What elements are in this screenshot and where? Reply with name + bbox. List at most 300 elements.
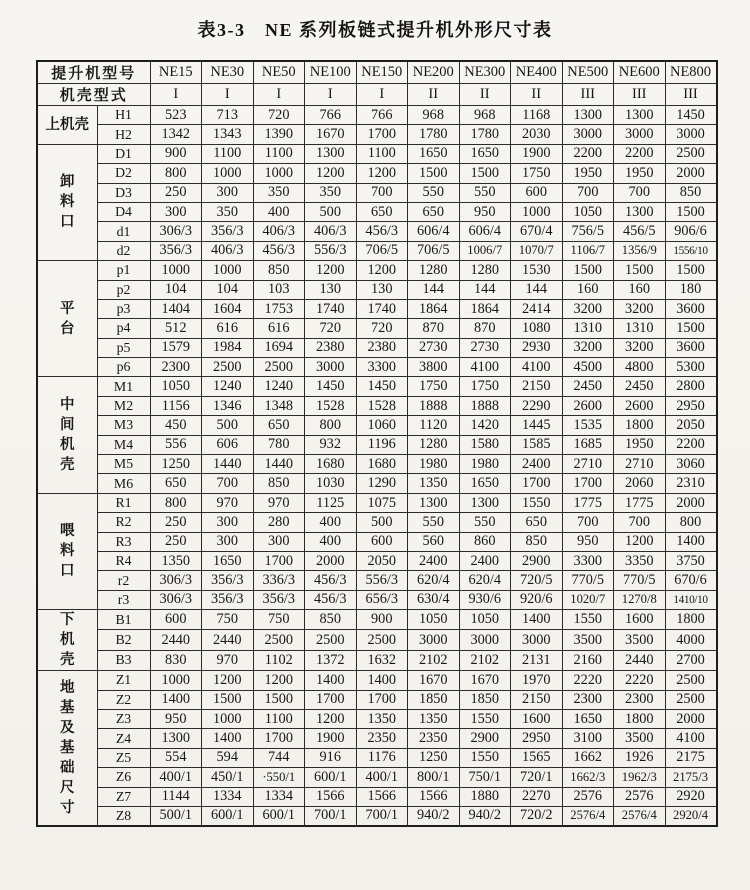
- value-cell: 400: [305, 532, 357, 551]
- value-cell: 1240: [253, 377, 305, 396]
- value-cell: 1400: [356, 671, 408, 690]
- value-cell: 713: [202, 106, 254, 125]
- value-cell: 350: [202, 202, 254, 221]
- value-cell: 2950: [665, 396, 717, 415]
- value-cell: 1600: [614, 610, 666, 630]
- value-cell: 3000: [459, 630, 511, 650]
- dimension-row: [37, 416, 717, 435]
- value-cell: 2000: [665, 709, 717, 728]
- value-cell: 1850: [459, 690, 511, 709]
- value-cell: 1050: [150, 377, 202, 396]
- value-cell: 1280: [408, 261, 460, 280]
- value-cell: 130: [305, 280, 357, 299]
- value-cell: 1700: [305, 690, 357, 709]
- casing-type-cell: I: [356, 84, 408, 106]
- value-cell: 4100: [511, 358, 563, 377]
- value-cell: 3600: [665, 299, 717, 318]
- dimension-row: [37, 630, 717, 650]
- dimension-label: r3: [97, 590, 150, 609]
- dimension-label: M2: [97, 396, 150, 415]
- value-cell: 350: [305, 183, 357, 202]
- casing-type-cell: II: [459, 84, 511, 106]
- value-cell: 2500: [356, 630, 408, 650]
- group-label: 上机壳: [37, 106, 97, 145]
- value-cell: 1310: [614, 319, 666, 338]
- value-cell: 616: [253, 319, 305, 338]
- value-cell: 1168: [511, 106, 563, 125]
- value-cell: 406/3: [305, 222, 357, 241]
- value-cell: 2400: [408, 551, 460, 570]
- value-cell: 2500: [202, 358, 254, 377]
- value-cell: 720/1: [511, 768, 563, 787]
- dimension-row: [37, 396, 717, 415]
- dimension-row: [37, 768, 717, 787]
- model-header-label: 提升机型号: [37, 61, 150, 84]
- value-cell: 556: [150, 435, 202, 454]
- value-cell: 5300: [665, 358, 717, 377]
- value-cell: 920/6: [511, 590, 563, 609]
- value-cell: 1775: [614, 493, 666, 512]
- casing-type-cell: III: [562, 84, 614, 106]
- value-cell: 500/1: [150, 806, 202, 825]
- value-cell: 3000: [305, 358, 357, 377]
- value-cell: 800: [665, 513, 717, 532]
- value-cell: 2920: [665, 787, 717, 806]
- value-cell: 512: [150, 319, 202, 338]
- value-cell: 3200: [614, 338, 666, 357]
- dimension-label: B1: [97, 610, 150, 630]
- value-cell: 2220: [614, 671, 666, 690]
- dimension-row: [37, 435, 717, 454]
- casing-header-label: 机壳型式: [37, 84, 150, 106]
- value-cell: 1864: [459, 299, 511, 318]
- value-cell: 620/4: [408, 571, 460, 590]
- value-cell: 406/3: [202, 241, 254, 260]
- value-cell: 1700: [562, 474, 614, 493]
- value-cell: 850: [665, 183, 717, 202]
- value-cell: 1300: [305, 144, 357, 163]
- value-cell: 450: [150, 416, 202, 435]
- model-header-cell: NE300: [459, 61, 511, 84]
- dimension-row: [37, 144, 717, 163]
- value-cell: 950: [150, 709, 202, 728]
- value-cell: 594: [202, 748, 254, 767]
- value-cell: 1700: [253, 729, 305, 748]
- value-cell: 1240: [202, 377, 254, 396]
- value-cell: 2000: [665, 493, 717, 512]
- dimension-label: B2: [97, 630, 150, 650]
- value-cell: 700/1: [305, 806, 357, 825]
- value-cell: 766: [305, 106, 357, 125]
- value-cell: 1300: [408, 493, 460, 512]
- value-cell: 250: [150, 532, 202, 551]
- value-cell: 906/6: [665, 222, 717, 241]
- value-cell: 1342: [150, 125, 202, 144]
- value-cell: 3100: [562, 729, 614, 748]
- value-cell: 144: [408, 280, 460, 299]
- value-cell: 650: [356, 202, 408, 221]
- value-cell: 2710: [562, 455, 614, 474]
- value-cell: 750: [253, 610, 305, 630]
- value-cell: 2102: [408, 650, 460, 670]
- value-cell: 950: [459, 202, 511, 221]
- value-cell: 2500: [665, 144, 717, 163]
- value-cell: 1100: [356, 144, 408, 163]
- value-cell: 1200: [305, 261, 357, 280]
- value-cell: 606/4: [459, 222, 511, 241]
- casing-type-cell: II: [408, 84, 460, 106]
- dimension-row: [37, 590, 717, 609]
- dimension-row: [37, 787, 717, 806]
- value-cell: 2576: [562, 787, 614, 806]
- value-cell: 1780: [408, 125, 460, 144]
- value-cell: 670/6: [665, 571, 717, 590]
- value-cell: 850: [305, 610, 357, 630]
- value-cell: 1800: [614, 709, 666, 728]
- value-cell: 3000: [665, 125, 717, 144]
- value-cell: 3800: [408, 358, 460, 377]
- value-cell: 1900: [305, 729, 357, 748]
- value-cell: 1440: [202, 455, 254, 474]
- value-cell: 450/1: [202, 768, 254, 787]
- value-cell: 550: [408, 513, 460, 532]
- value-cell: 1404: [150, 299, 202, 318]
- value-cell: 2900: [511, 551, 563, 570]
- value-cell: 1000: [511, 202, 563, 221]
- value-cell: 1334: [202, 787, 254, 806]
- value-cell: 600: [356, 532, 408, 551]
- value-cell: 2200: [562, 144, 614, 163]
- value-cell: 1528: [356, 396, 408, 415]
- dimension-label: D4: [97, 202, 150, 221]
- group-label: 中 间 机 壳: [37, 377, 97, 493]
- value-cell: 4100: [459, 358, 511, 377]
- value-cell: 2200: [665, 435, 717, 454]
- value-cell: 1650: [562, 709, 614, 728]
- value-cell: 1102: [253, 650, 305, 670]
- value-cell: 1670: [408, 671, 460, 690]
- value-cell: 850: [253, 474, 305, 493]
- value-cell: 606/4: [408, 222, 460, 241]
- value-cell: 1650: [459, 144, 511, 163]
- value-cell: 3500: [614, 630, 666, 650]
- value-cell: 500: [202, 416, 254, 435]
- value-cell: 406/3: [253, 222, 305, 241]
- value-cell: 306/3: [150, 222, 202, 241]
- value-cell: 2050: [356, 551, 408, 570]
- dimension-label: p1: [97, 261, 150, 280]
- dimension-row: [37, 106, 717, 125]
- value-cell: 1750: [408, 377, 460, 396]
- value-cell: 800/1: [408, 768, 460, 787]
- value-cell: 2576/4: [562, 806, 614, 825]
- value-cell: 1662/3: [562, 768, 614, 787]
- value-cell: 2500: [253, 630, 305, 650]
- value-cell: 1100: [253, 709, 305, 728]
- value-cell: 2380: [305, 338, 357, 357]
- value-cell: 2000: [305, 551, 357, 570]
- value-cell: 2175/3: [665, 768, 717, 787]
- value-cell: 400: [305, 513, 357, 532]
- group-label: 平 台: [37, 261, 97, 377]
- dimension-label: p5: [97, 338, 150, 357]
- value-cell: 2380: [356, 338, 408, 357]
- casing-type-cell: III: [665, 84, 717, 106]
- value-cell: 650: [253, 416, 305, 435]
- value-cell: 456/5: [614, 222, 666, 241]
- group-label: 卸 料 口: [37, 144, 97, 260]
- value-cell: 1550: [459, 709, 511, 728]
- value-cell: 1348: [253, 396, 305, 415]
- model-header-cell: NE400: [511, 61, 563, 84]
- value-cell: 500: [305, 202, 357, 221]
- value-cell: 3750: [665, 551, 717, 570]
- dimension-row: [37, 338, 717, 357]
- value-cell: 1900: [511, 144, 563, 163]
- value-cell: 2730: [459, 338, 511, 357]
- value-cell: 1970: [511, 671, 563, 690]
- value-cell: 2500: [665, 690, 717, 709]
- value-cell: 606: [202, 435, 254, 454]
- value-cell: 2000: [665, 164, 717, 183]
- value-cell: 1200: [356, 164, 408, 183]
- model-header-cell: NE500: [562, 61, 614, 84]
- value-cell: 356/3: [202, 571, 254, 590]
- value-cell: 656/3: [356, 590, 408, 609]
- dimension-row: [37, 280, 717, 299]
- value-cell: 1500: [614, 261, 666, 280]
- value-cell: 1334: [253, 787, 305, 806]
- dimension-label: D2: [97, 164, 150, 183]
- value-cell: 1410/10: [665, 590, 717, 609]
- model-header-cell: NE150: [356, 61, 408, 84]
- value-cell: 2300: [150, 358, 202, 377]
- value-cell: 356/3: [202, 590, 254, 609]
- value-cell: 744: [253, 748, 305, 767]
- value-cell: 1500: [408, 164, 460, 183]
- value-cell: 456/3: [356, 222, 408, 241]
- value-cell: 2450: [614, 377, 666, 396]
- value-cell: 356/3: [202, 222, 254, 241]
- value-cell: 1850: [408, 690, 460, 709]
- dimension-row: [37, 474, 717, 493]
- dimension-row: [37, 532, 717, 551]
- group-label: 地 基 及 基 础 尺 寸: [37, 671, 97, 826]
- value-cell: 1700: [253, 551, 305, 570]
- value-cell: 1400: [511, 610, 563, 630]
- dimension-label: d1: [97, 222, 150, 241]
- model-header-row: [37, 61, 717, 84]
- dimension-row: [37, 709, 717, 728]
- value-cell: 1530: [511, 261, 563, 280]
- dimension-label: p4: [97, 319, 150, 338]
- value-cell: 1780: [459, 125, 511, 144]
- value-cell: 800: [150, 164, 202, 183]
- value-cell: 1050: [408, 610, 460, 630]
- value-cell: 2350: [408, 729, 460, 748]
- value-cell: 2270: [511, 787, 563, 806]
- dimension-label: R3: [97, 532, 150, 551]
- value-cell: 1888: [459, 396, 511, 415]
- value-cell: 1300: [150, 729, 202, 748]
- value-cell: 1372: [305, 650, 357, 670]
- value-cell: 2920/4: [665, 806, 717, 825]
- value-cell: 720: [305, 319, 357, 338]
- value-cell: 650: [511, 513, 563, 532]
- value-cell: 2300: [562, 690, 614, 709]
- value-cell: 1075: [356, 493, 408, 512]
- value-cell: 970: [202, 650, 254, 670]
- value-cell: 1050: [562, 202, 614, 221]
- value-cell: 560: [408, 532, 460, 551]
- value-cell: 1775: [562, 493, 614, 512]
- value-cell: 1566: [356, 787, 408, 806]
- value-cell: 2310: [665, 474, 717, 493]
- value-cell: 456/3: [305, 571, 357, 590]
- value-cell: 1984: [202, 338, 254, 357]
- value-cell: 1200: [614, 532, 666, 551]
- value-cell: 1888: [408, 396, 460, 415]
- value-cell: 2440: [614, 650, 666, 670]
- value-cell: 1556/10: [665, 241, 717, 260]
- value-cell: 940/2: [459, 806, 511, 825]
- value-cell: 2290: [511, 396, 563, 415]
- value-cell: 1350: [150, 551, 202, 570]
- table-body: [37, 106, 717, 826]
- value-cell: 3500: [562, 630, 614, 650]
- value-cell: 1700: [356, 690, 408, 709]
- dimension-row: [37, 299, 717, 318]
- value-cell: 750: [202, 610, 254, 630]
- value-cell: 700: [614, 513, 666, 532]
- dimension-label: Z8: [97, 806, 150, 825]
- value-cell: 2600: [614, 396, 666, 415]
- value-cell: 1528: [305, 396, 357, 415]
- dimension-label: R1: [97, 493, 150, 512]
- value-cell: 2500: [665, 671, 717, 690]
- value-cell: 800: [305, 416, 357, 435]
- value-cell: 1100: [202, 144, 254, 163]
- model-header-cell: NE100: [305, 61, 357, 84]
- value-cell: 1200: [202, 671, 254, 690]
- value-cell: 1006/7: [459, 241, 511, 260]
- value-cell: 1800: [614, 416, 666, 435]
- value-cell: 1356/9: [614, 241, 666, 260]
- value-cell: 720/5: [511, 571, 563, 590]
- value-cell: 940/2: [408, 806, 460, 825]
- value-cell: 700/1: [356, 806, 408, 825]
- value-cell: 2800: [665, 377, 717, 396]
- dimension-label: H1: [97, 106, 150, 125]
- dimension-label: D3: [97, 183, 150, 202]
- value-cell: 400/1: [150, 768, 202, 787]
- value-cell: 2576/4: [614, 806, 666, 825]
- value-cell: 1200: [253, 671, 305, 690]
- value-cell: 830: [150, 650, 202, 670]
- value-cell: 770/5: [614, 571, 666, 590]
- value-cell: 3000: [562, 125, 614, 144]
- value-cell: 2160: [562, 650, 614, 670]
- value-cell: 1300: [614, 106, 666, 125]
- value-cell: 1864: [408, 299, 460, 318]
- value-cell: 1125: [305, 493, 357, 512]
- value-cell: 144: [511, 280, 563, 299]
- dimension-table: [36, 60, 718, 827]
- value-cell: 1020/7: [562, 590, 614, 609]
- value-cell: 300: [202, 183, 254, 202]
- value-cell: 1120: [408, 416, 460, 435]
- dimension-label: M5: [97, 455, 150, 474]
- value-cell: 456/3: [253, 241, 305, 260]
- value-cell: 1280: [408, 435, 460, 454]
- value-cell: 756/5: [562, 222, 614, 241]
- value-cell: 2500: [305, 630, 357, 650]
- value-cell: 1500: [202, 690, 254, 709]
- value-cell: 900: [150, 144, 202, 163]
- dimension-row: [37, 690, 717, 709]
- value-cell: 1420: [459, 416, 511, 435]
- value-cell: 300: [150, 202, 202, 221]
- dimension-label: Z2: [97, 690, 150, 709]
- dimension-label: Z4: [97, 729, 150, 748]
- value-cell: 356/3: [253, 590, 305, 609]
- value-cell: 630/4: [408, 590, 460, 609]
- dimension-row: [37, 551, 717, 570]
- value-cell: 103: [253, 280, 305, 299]
- value-cell: 1700: [356, 125, 408, 144]
- value-cell: 700: [202, 474, 254, 493]
- value-cell: 1400: [305, 671, 357, 690]
- casing-type-cell: III: [614, 84, 666, 106]
- value-cell: 1200: [305, 164, 357, 183]
- value-cell: 700: [562, 183, 614, 202]
- dimension-row: [37, 610, 717, 630]
- value-cell: 1980: [408, 455, 460, 474]
- value-cell: 1753: [253, 299, 305, 318]
- value-cell: 860: [459, 532, 511, 551]
- value-cell: 1565: [511, 748, 563, 767]
- value-cell: 550: [459, 183, 511, 202]
- value-cell: 1500: [665, 261, 717, 280]
- value-cell: 1500: [562, 261, 614, 280]
- dimension-label: Z6: [97, 768, 150, 787]
- value-cell: 1566: [305, 787, 357, 806]
- value-cell: 1310: [562, 319, 614, 338]
- dimension-row: [37, 671, 717, 690]
- value-cell: 1632: [356, 650, 408, 670]
- value-cell: 104: [150, 280, 202, 299]
- value-cell: 1200: [356, 261, 408, 280]
- value-cell: 1662: [562, 748, 614, 767]
- value-cell: 1000: [150, 671, 202, 690]
- value-cell: 550: [408, 183, 460, 202]
- value-cell: 2150: [511, 377, 563, 396]
- value-cell: 1346: [202, 396, 254, 415]
- value-cell: 144: [459, 280, 511, 299]
- value-cell: 3600: [665, 338, 717, 357]
- value-cell: 3000: [408, 630, 460, 650]
- value-cell: 1000: [202, 164, 254, 183]
- value-cell: 766: [356, 106, 408, 125]
- value-cell: 1070/7: [511, 241, 563, 260]
- value-cell: 2030: [511, 125, 563, 144]
- dimension-label: M3: [97, 416, 150, 435]
- value-cell: 1880: [459, 787, 511, 806]
- value-cell: 1350: [408, 709, 460, 728]
- value-cell: 1250: [150, 455, 202, 474]
- value-cell: 2400: [459, 551, 511, 570]
- value-cell: 700: [562, 513, 614, 532]
